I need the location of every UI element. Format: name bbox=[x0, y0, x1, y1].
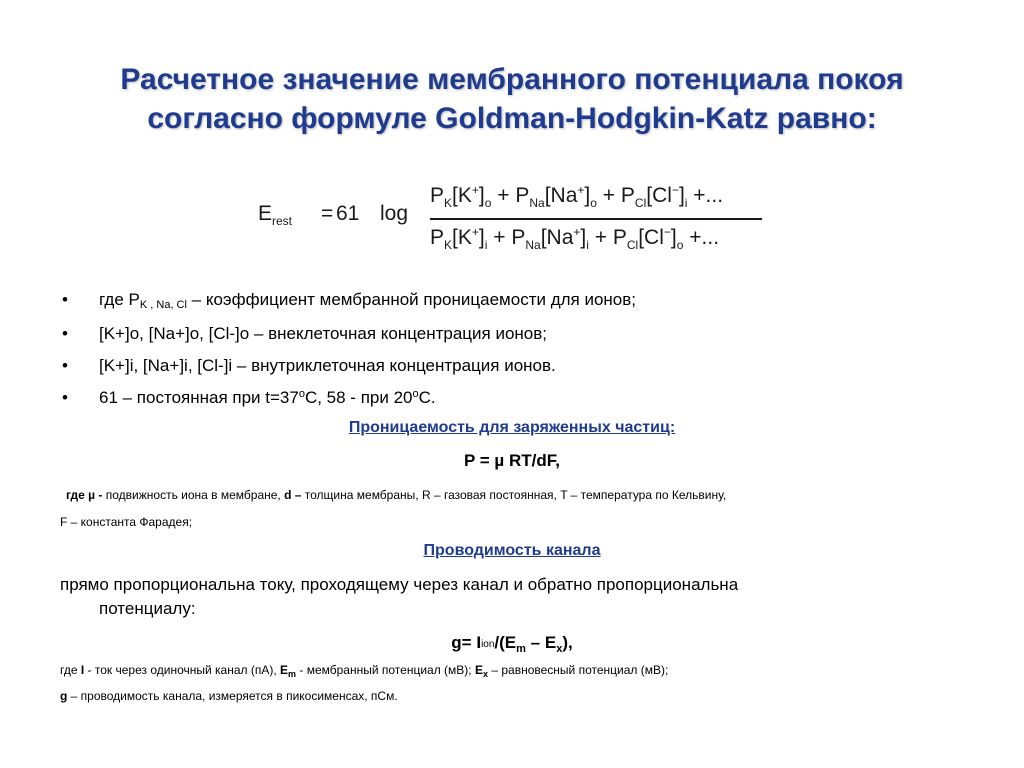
g-m-subscript: m bbox=[516, 643, 526, 655]
num-plus: + bbox=[491, 184, 516, 207]
num-plus: + bbox=[596, 184, 621, 207]
note-bold: I bbox=[80, 663, 85, 677]
den-sub: i bbox=[484, 238, 488, 252]
conductance-heading: Проводимость канала bbox=[423, 542, 601, 559]
num-term: ] bbox=[584, 184, 591, 207]
permeability-note bbox=[66, 488, 726, 502]
formula-equals: = bbox=[321, 202, 334, 225]
g-ion-subscript: ion bbox=[481, 639, 495, 650]
list-item bbox=[60, 350, 960, 382]
den-sub: i bbox=[586, 238, 589, 252]
den-plus: + bbox=[487, 226, 512, 249]
list-item bbox=[60, 318, 960, 350]
den-sup: + bbox=[573, 225, 581, 239]
num-sub: o bbox=[484, 196, 492, 210]
bullet-text: C. bbox=[418, 388, 436, 407]
num-p-sub: Cl bbox=[634, 196, 647, 210]
bullet-icon: • bbox=[62, 388, 68, 407]
g-formula-part: /(E bbox=[494, 633, 517, 652]
title-line-2: согласно формуле Goldman-Hodgkin-Katz равно: bbox=[147, 102, 877, 135]
den-term: [Cl bbox=[638, 226, 664, 249]
num-term: [Cl bbox=[646, 184, 672, 207]
paragraph-line-2: потенциалу: bbox=[99, 599, 196, 618]
conductance-formula bbox=[0, 633, 1024, 653]
num-term: ] bbox=[678, 184, 685, 207]
note-subscript: x bbox=[482, 669, 488, 679]
den-term: [K bbox=[452, 226, 472, 249]
den-p: P bbox=[430, 226, 445, 249]
den-term: ] bbox=[670, 226, 677, 249]
note-text: подвижность иона в мембране, bbox=[105, 488, 285, 502]
den-tail: +... bbox=[683, 226, 720, 249]
note-text: - ток через одиночный канал (пА), bbox=[84, 663, 281, 677]
den-p-sub: Na bbox=[525, 238, 541, 252]
den-sup: + bbox=[471, 225, 479, 239]
den-term: ] bbox=[580, 226, 587, 249]
num-term: [K bbox=[452, 184, 472, 207]
note-bold: E bbox=[280, 663, 289, 677]
conductance-unit-note bbox=[60, 689, 398, 703]
den-term: ] bbox=[478, 226, 485, 249]
bullet-text: 61 – постоянная при t=37 bbox=[99, 388, 299, 407]
note-bold: E bbox=[474, 663, 483, 677]
paragraph-line-1: прямо пропорциональна току, проходящему через канал и обратно пропорциональна bbox=[60, 575, 739, 594]
num-p: P bbox=[620, 184, 635, 207]
note-text: толщина мембраны, R – газовая постоянная, T – температура по Кельвину, bbox=[304, 488, 727, 502]
num-p: P bbox=[430, 184, 445, 207]
den-sup: − bbox=[663, 225, 671, 239]
bullet-icon: • bbox=[62, 324, 68, 343]
bullet-icon: • bbox=[62, 356, 68, 375]
bullet-text: где P bbox=[99, 290, 140, 309]
bullet-text: C, 58 - при 20 bbox=[304, 388, 413, 407]
num-sup: + bbox=[471, 183, 479, 197]
list-item bbox=[60, 284, 960, 318]
title-line-1: Расчетное значение мембранного потенциала покоя bbox=[120, 63, 904, 96]
den-p-sub: K bbox=[444, 238, 453, 252]
ghk-formula bbox=[258, 182, 778, 262]
note-subscript: m bbox=[288, 669, 297, 679]
faraday-note: F – константа Фарадея; bbox=[60, 515, 193, 529]
den-sub: o bbox=[676, 238, 684, 252]
note-bold: d – bbox=[284, 488, 305, 502]
den-p: P bbox=[612, 226, 627, 249]
note-text: где bbox=[60, 663, 81, 677]
num-sup: − bbox=[671, 183, 679, 197]
num-tail: +... bbox=[687, 184, 724, 207]
conductance-note bbox=[60, 663, 668, 677]
bullet-subscript: K , Na, Cl bbox=[139, 299, 187, 311]
formula-numerator bbox=[430, 184, 723, 208]
num-term: [Na bbox=[544, 184, 578, 207]
formula-constant: 61 bbox=[336, 202, 360, 225]
list-item bbox=[60, 382, 960, 416]
num-p: P bbox=[515, 184, 530, 207]
g-formula-part: g= I bbox=[451, 633, 482, 652]
formula-rest-subscript: rest bbox=[272, 214, 293, 228]
note-bold: g bbox=[60, 689, 68, 703]
den-p-sub: Cl bbox=[626, 238, 639, 252]
bullet-text: [K+]i, [Na+]i, [Cl-]i – внутриклеточная концентрация ионов. bbox=[99, 356, 556, 375]
den-p: P bbox=[511, 226, 526, 249]
num-p-sub: K bbox=[444, 196, 453, 210]
formula-fraction bbox=[430, 182, 762, 256]
g-x-subscript: x bbox=[556, 643, 563, 655]
permeability-formula: P = µ RT/dF, bbox=[464, 451, 560, 470]
formula-log: log bbox=[380, 202, 409, 225]
note-text: - мембранный потенциал (мВ); bbox=[296, 663, 475, 677]
note-bold: где µ - bbox=[66, 488, 106, 502]
num-p-sub: Na bbox=[529, 196, 545, 210]
degree-superscript: o bbox=[298, 388, 305, 400]
bullet-text: – коэффициент мембранной проницаемости для ионов; bbox=[186, 290, 637, 309]
formula-denominator bbox=[430, 226, 719, 250]
formula-lhs bbox=[258, 202, 292, 226]
conductance-paragraph bbox=[60, 573, 920, 621]
bullet-icon: • bbox=[62, 290, 68, 309]
g-formula-part: – E bbox=[525, 633, 557, 652]
slide-title bbox=[60, 60, 964, 138]
bullet-text: [K+]o, [Na+]o, [Cl-]o – внеклеточная концентрация ионов; bbox=[99, 324, 548, 343]
num-sup: + bbox=[577, 183, 585, 197]
den-plus: + bbox=[588, 226, 613, 249]
formula-e: E bbox=[258, 202, 273, 225]
fraction-bar bbox=[430, 218, 762, 220]
note-text: – равновесный потенциал (мВ); bbox=[488, 663, 669, 677]
definitions-list bbox=[60, 284, 960, 416]
permeability-heading: Проницаемость для заряженных частиц: bbox=[348, 419, 676, 436]
num-sub: i bbox=[684, 196, 688, 210]
g-formula-part: ), bbox=[562, 633, 573, 652]
num-sub: o bbox=[590, 196, 597, 210]
degree-superscript: o bbox=[412, 388, 419, 400]
num-term: ] bbox=[478, 184, 485, 207]
note-text: – проводимость канала, измеряется в пикосименсах, пСм. bbox=[67, 689, 398, 703]
den-term: [Na bbox=[540, 226, 574, 249]
